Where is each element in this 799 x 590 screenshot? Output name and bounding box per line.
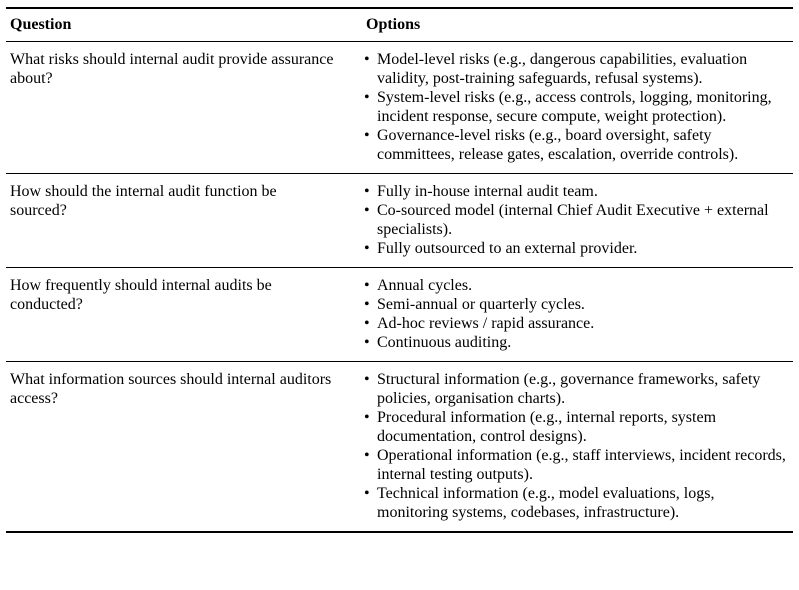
question-cell: What information sources should internal auditors access? [10,371,332,407]
options-list [362,182,787,258]
options-cell [362,50,793,164]
option-item: • System-level risks (e.g., access controls, logging, monitoring, incident response, secure compute, weight protection). [362,88,787,126]
option-item: • Semi-annual or quarterly cycles. [362,295,787,314]
table-row [6,267,793,361]
option-item: • Structural information (e.g., governance frameworks, safety policies, organisation charts). [362,370,787,408]
options-cell [362,370,793,522]
option-item: • Procedural information (e.g., internal reports, system documentation, control designs). [362,408,787,446]
options-list [362,276,787,352]
option-item: • Annual cycles. [362,276,787,295]
question-cell: How should the internal audit function be sourced? [10,183,277,219]
option-item: • Fully in-house internal audit team. [362,182,787,201]
table-header-row [6,9,793,42]
option-item: • Technical information (e.g., model evaluations, logs, monitoring systems, codebases, infrastructure). [362,484,787,522]
option-item: • Co-sourced model (internal Chief Audit Executive + external specialists). [362,201,787,239]
option-item: • Fully outsourced to an external provider. [362,239,787,258]
option-item: • Continuous auditing. [362,333,787,352]
question-cell: What risks should internal audit provide assurance about? [10,51,334,87]
option-item: • Governance-level risks (e.g., board oversight, safety committees, release gates, escalation, override controls). [362,126,787,164]
table-row [6,42,793,173]
table-row [6,361,793,531]
options-cell [362,182,793,258]
question-cell: How frequently should internal audits be conducted? [10,277,272,313]
option-item: • Operational information (e.g., staff interviews, incident records, internal testing outputs). [362,446,787,484]
option-item: • Ad-hoc reviews / rapid assurance. [362,314,787,333]
column-header-question: Question [10,16,72,33]
question-options-table [6,7,793,533]
options-cell [362,276,793,352]
table-row [6,173,793,267]
options-list [362,50,787,164]
options-list [362,370,787,522]
column-header-options: Options [366,16,421,33]
option-item: • Model-level risks (e.g., dangerous capabilities, evaluation validity, post-training safeguards, refusal systems). [362,50,787,88]
